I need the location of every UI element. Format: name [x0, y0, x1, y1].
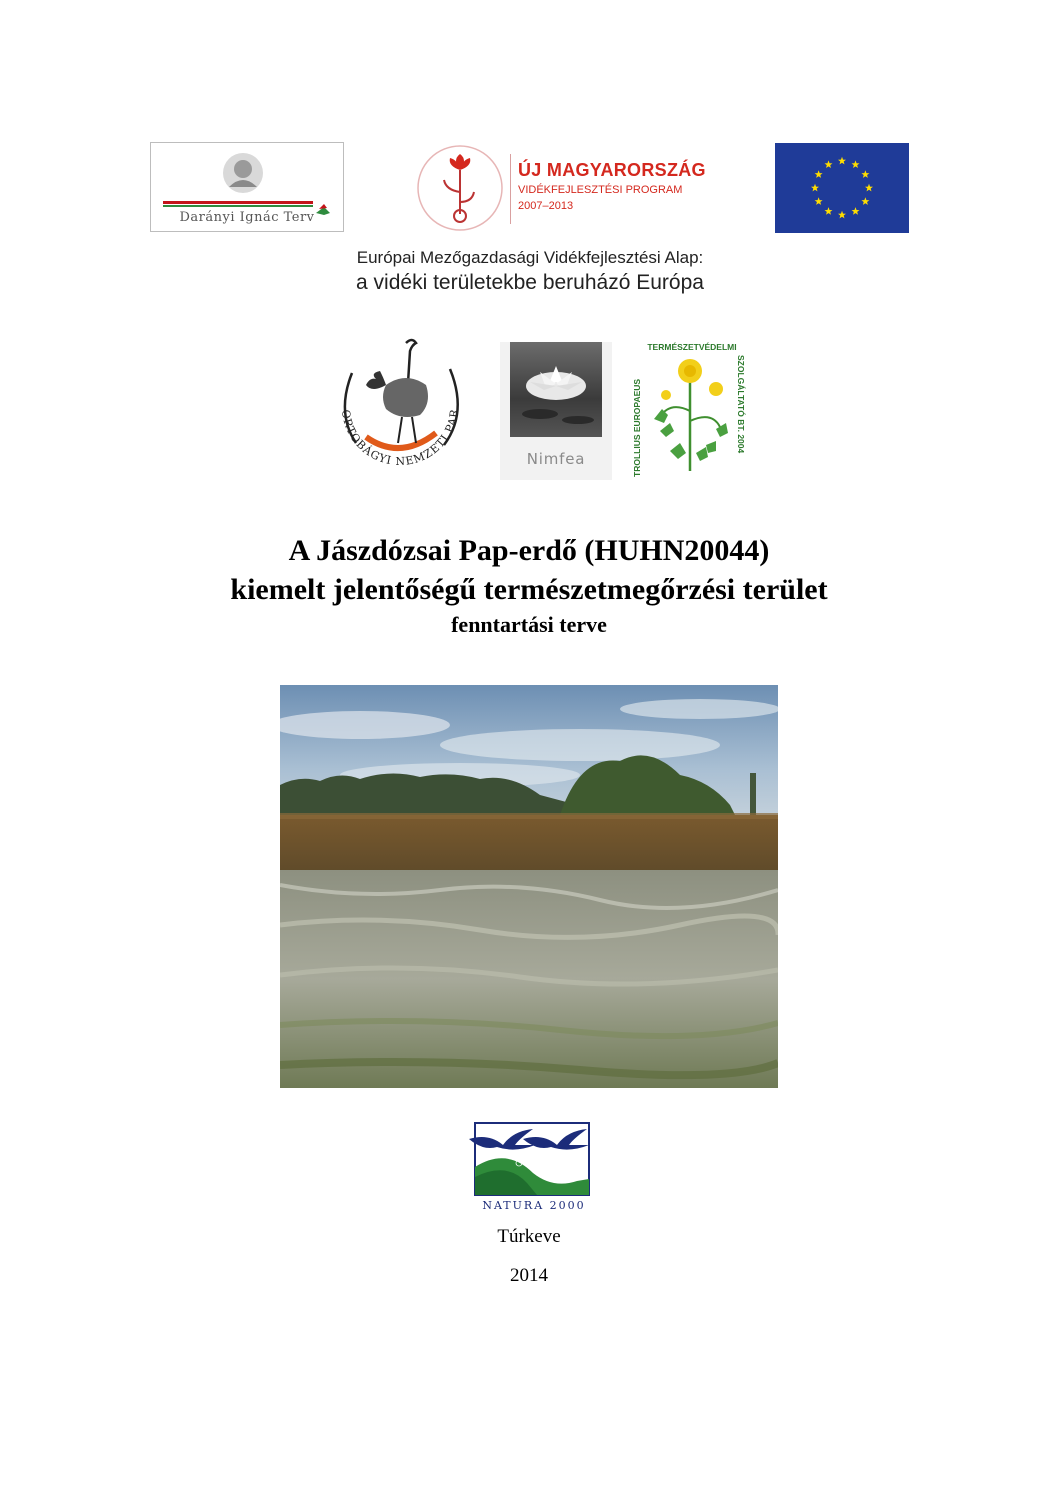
eu-star-icon [861, 170, 869, 178]
document-title [60, 532, 998, 640]
hnp-caption: ORTOBÁGYI NEMZETI PAR [338, 407, 462, 469]
natura-2000-icon [467, 1117, 593, 1213]
eu-star-icon [815, 170, 823, 178]
title-line-2: kiemelt jelentőségű természetmegőrzési terület [230, 573, 828, 606]
landscape-photo [280, 685, 778, 1088]
daranyi-caption: Darányi Ignác Terv [179, 210, 315, 225]
eu-star-icon [838, 157, 846, 165]
eu-stars [775, 143, 909, 233]
hortobagyi-nemzeti-park-logo [326, 333, 474, 481]
emva-line-1: Európai Mezőgazdasági Vidékfejlesztési Alap: [356, 248, 704, 267]
emva-caption [200, 247, 860, 297]
uj-magyarorszag-subtitle: VIDÉKFEJLESZTÉSI PROGRAM [518, 184, 683, 196]
water-lily-icon [510, 342, 602, 437]
uj-magyarorszag-years: 2007–2013 [518, 200, 574, 212]
title-line-1: A Jászdózsai Pap-erdő (HUHN20044) [288, 534, 770, 567]
publication-year: 2014 [510, 1265, 548, 1286]
flower-emblem-icon [414, 142, 510, 234]
trollius-top-text: TERMÉSZETVÉDELMI [647, 342, 737, 352]
daranyi-ignac-terv-logo [150, 142, 344, 232]
uj-magyarorszag-title: ÚJ MAGYARORSZÁG [518, 160, 706, 180]
trollius-left-text: TROLLIUS EUROPAEUS [632, 378, 642, 477]
eu-star-icon [865, 184, 873, 192]
uj-magyarorszag-logo [414, 142, 714, 234]
natura-2000-logo [467, 1117, 593, 1213]
decorative-green-line [163, 205, 313, 207]
eu-star-icon [861, 197, 869, 205]
crane-emblem-icon [326, 333, 474, 481]
trollius-right-text: SZOLGÁLTATÓ BT. 2004 [736, 355, 746, 454]
eu-flag-icon [775, 143, 909, 233]
eu-star-icon [825, 160, 833, 168]
nimfea-caption: Nimfea [526, 450, 586, 468]
emva-line-2: a vidéki területekbe beruházó Európa [356, 271, 704, 294]
nimfea-logo [500, 342, 612, 480]
eu-star-icon [852, 160, 860, 168]
eu-star-icon [838, 211, 846, 219]
eu-star-icon [852, 207, 860, 215]
eu-star-icon [815, 197, 823, 205]
eu-star-icon [811, 184, 819, 192]
title-line-3: fenntartási terve [451, 612, 607, 637]
trollius-logo [630, 341, 748, 479]
natura-caption: NATURA 2000 [482, 1199, 586, 1212]
trollius-flower-icon [630, 341, 748, 479]
decorative-red-line [163, 201, 313, 204]
water-lily-photo [510, 342, 602, 437]
logo-separator [510, 154, 511, 224]
eu-star-icon [825, 207, 833, 215]
place-name: Túrkeve [497, 1226, 561, 1247]
grassland-landscape-image [280, 685, 778, 1088]
